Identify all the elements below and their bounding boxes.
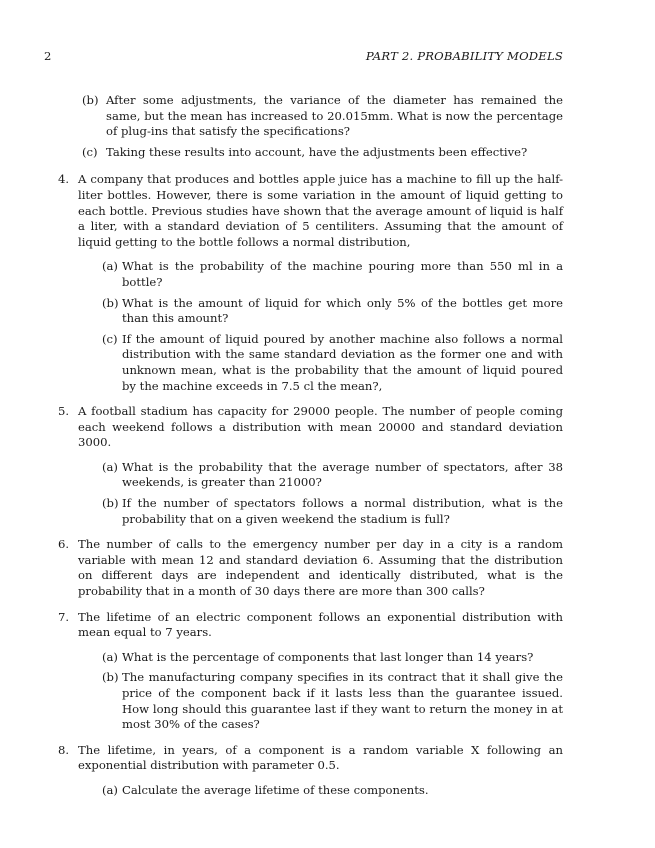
carry-over-parts	[58, 93, 563, 160]
part-text: What is the probability of the machine pouring more than 550 ml in a bottle?	[122, 259, 563, 289]
part-text: If the amount of liquid poured by another machine also follows a normal distribution with the same standard deviation as the former one and with unknown mean, what is the probability that the amount of liquid poured by the machine exceeds in 7.5 cl the mean?,	[122, 331, 563, 393]
problem-text: The lifetime of an electric component follows an exponential distribution with mean equal to 7 years.	[78, 609, 563, 640]
part-text: What is the percentage of components that last longer than 14 years?	[122, 649, 534, 664]
part-label: (b)	[82, 93, 99, 107]
list-item	[58, 145, 563, 161]
problem-6	[58, 537, 563, 599]
list-item	[78, 296, 563, 327]
part-text: After some adjustments, the variance of the diameter has remained the same, but the mean has increased to 20.015mm. What is now the percentage of plug-ins that satisfy the specifications?	[106, 93, 563, 139]
part-label: (a)	[102, 649, 118, 664]
problem-5	[58, 404, 563, 527]
problem-7	[58, 610, 563, 733]
list-item	[78, 670, 563, 732]
part-label: (a)	[102, 259, 118, 274]
list-item	[78, 650, 563, 666]
list-item	[78, 332, 563, 394]
part-label: (b)	[102, 496, 119, 511]
list-item	[78, 460, 563, 491]
problem-8	[58, 743, 563, 799]
part-text: The manufacturing company specifies in its contract that it shall give the price of the component back if it lasts less than the guarantee issued. How long should this guarantee last if they want to return the money in at most 30% of the cases?	[122, 670, 563, 732]
problem-text: The lifetime, in years, of a component is a random variable X following an exponential distribution with parameter 0.5.	[78, 742, 563, 773]
part-label: (c)	[82, 144, 98, 159]
running-head: PART 2. PROBABILITY MODELS	[365, 49, 563, 63]
part-label: (b)	[102, 295, 119, 310]
part-text: Calculate the average lifetime of these components.	[122, 782, 429, 797]
part-label: (a)	[102, 782, 118, 797]
problem-text: A football stadium has capacity for 29000 people. The number of people coming each weekend follows a distribution with mean 20000 and standard deviation 3000.	[78, 404, 563, 450]
part-text: What is the amount of liquid for which only 5% of the bottles get more than this amount?	[122, 295, 563, 326]
page-body	[58, 93, 563, 804]
problem-number: 7.	[58, 609, 70, 624]
problem-text: The number of calls to the emergency number per day in a city is a random variable with mean 12 and standard deviation 6. Assuming that the distribution on different days are independent and identically distributed, what is the probability that in a month of 30 days there are more than 300 calls?	[78, 537, 563, 599]
part-label: (a)	[102, 459, 118, 474]
problem-number: 6.	[58, 537, 70, 552]
part-label: (b)	[102, 670, 119, 685]
problem-4	[58, 172, 563, 394]
list-item	[58, 93, 563, 140]
problem-number: 5.	[58, 404, 70, 419]
problem-number: 4.	[58, 172, 70, 187]
list-item	[78, 496, 563, 527]
list-item	[78, 783, 563, 799]
part-label: (c)	[102, 331, 118, 346]
list-item	[78, 259, 563, 290]
problem-number: 8.	[58, 742, 70, 757]
part-text: If the number of spectators follows a normal distribution, what is the probability that on a given weekend the stadium is full?	[122, 496, 563, 526]
part-text: Taking these results into account, have the adjustments been effective?	[106, 144, 528, 159]
page-number: 2	[44, 49, 52, 63]
problem-text: A company that produces and bottles apple juice has a machine to fill up the half-liter bottles. However, there is some variation in the amount of liquid getting to each bottle. Previous studies have shown that the average amount of liquid is half a liter, with a standard deviation of 5 centiliters. Assuming that the amount of liquid getting to the bottle follows a normal distribution,	[78, 172, 563, 249]
page-header	[44, 49, 563, 65]
part-text: What is the probability that the average number of spectators, after 38 weekends, is greater than 21000?	[122, 459, 563, 490]
